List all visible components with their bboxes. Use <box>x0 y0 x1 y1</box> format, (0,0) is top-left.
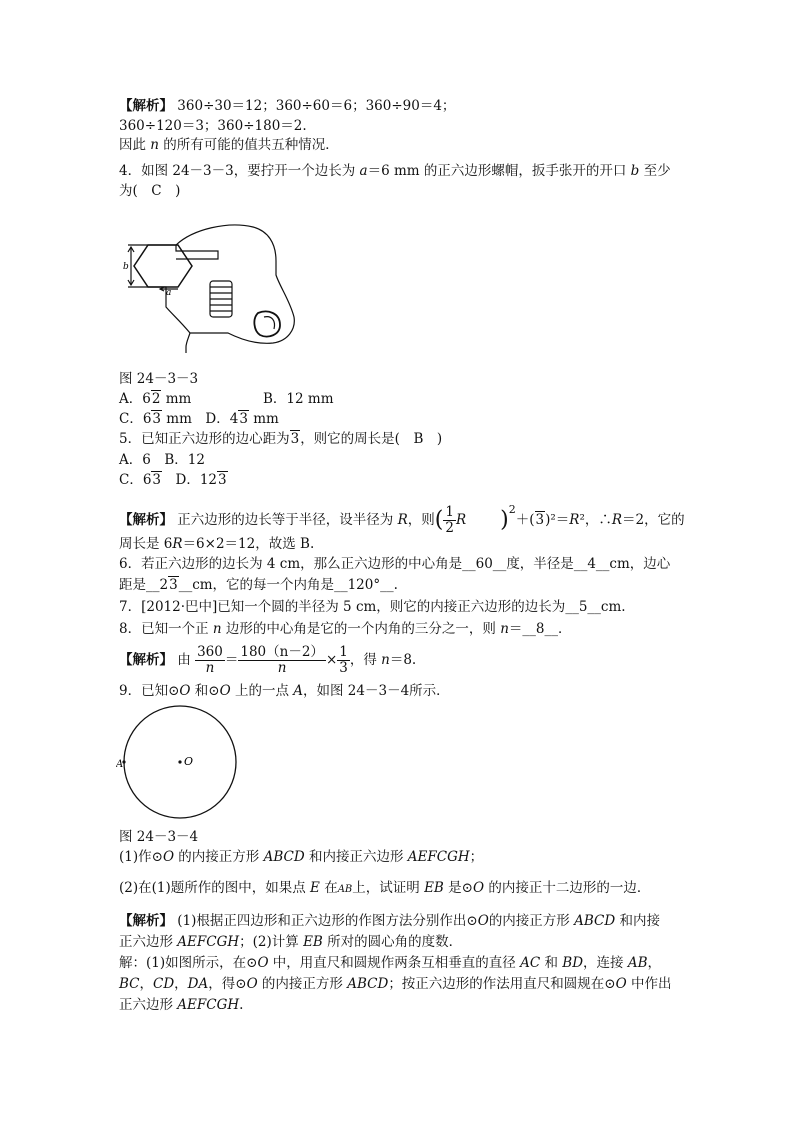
var-n: n <box>500 621 509 637</box>
q4-options-cd <box>119 410 279 428</box>
q9-a2-c: 所对的圆心角的度数． <box>322 934 463 950</box>
answer-blank: __4__ <box>573 556 610 572</box>
q9-s1-b: 中，用直尺和圆规作两条互相垂直的直径 <box>268 955 521 971</box>
exponent: 2 <box>508 502 516 516</box>
frac-num: 1 <box>339 644 348 660</box>
frac-den: n <box>205 660 215 676</box>
var-ABCD: ABCD <box>347 976 389 992</box>
q8-analysis-end: ＝8. <box>389 652 417 668</box>
fraction-360-n <box>195 645 225 676</box>
q5-analysis-end: ＝2，它的 <box>622 512 685 528</box>
q9-solution-line-2 <box>119 975 672 993</box>
q9-s1-comma: ， <box>647 955 662 971</box>
q9-s2-a: ，得⊙ <box>208 976 247 992</box>
q7-text-b: cm. <box>600 599 626 615</box>
plus: ＋( <box>515 512 535 528</box>
comma: ， <box>174 976 188 992</box>
q9-s2-d: 中作出 <box>626 976 672 992</box>
answer-blank-end: __ <box>178 577 193 593</box>
q9-a1-b: 的内接正方形 <box>488 913 575 929</box>
q4-text-a: 4．如图 24－3－3，要拧开一个边长为 <box>119 163 360 179</box>
q4-answer-line: 为( C ) <box>119 183 181 199</box>
eq: ＝ <box>508 621 523 637</box>
question-4-line-1 <box>119 162 671 180</box>
radical: 3 <box>169 577 178 593</box>
var-R: R <box>172 536 183 552</box>
analysis-tag: 【解析】 <box>119 652 173 668</box>
q9-text-c: 上的一点 <box>230 683 294 699</box>
q9-s1-c: ，连接 <box>583 955 628 971</box>
q5-analysis-text: 正六边形的边长等于半径，设半径为 <box>173 512 398 528</box>
q9-p1-a: (1)作⊙ <box>119 849 163 865</box>
var-AB: AB <box>627 955 648 971</box>
q3-analysis-line-3 <box>119 136 339 154</box>
therefore: ，∴ <box>584 512 612 528</box>
q4-options-ab <box>119 390 334 408</box>
analysis-tag: 【解析】 <box>119 98 173 114</box>
var-E: E <box>310 880 320 896</box>
q3-analysis-line-1 <box>119 97 455 115</box>
radical: 2 <box>151 391 161 407</box>
label-A: A <box>116 759 124 770</box>
q9-p1-c: 和内接正六边形 <box>304 849 408 865</box>
q6-text-a: 6．若正六边形的边长为 4 cm，那么正六边形的中心角是 <box>119 556 463 572</box>
q9-p2-b: 在 <box>319 880 338 896</box>
var-BD: BD <box>562 955 584 971</box>
var-O: O <box>219 683 231 699</box>
var-O: O <box>179 683 191 699</box>
var-R: R <box>611 512 623 528</box>
q9-text-b: 和⊙ <box>190 683 220 699</box>
var-O: O <box>246 976 258 992</box>
frac-den: 3 <box>339 660 348 676</box>
answer-blank: __8__ <box>522 621 558 637</box>
q4-text-c: 至少 <box>639 163 671 179</box>
var-AC: AC <box>520 955 541 971</box>
label-b: b <box>123 262 129 272</box>
q9-p2-c: 上，试证明 <box>352 880 425 896</box>
q5-options-ab: A．6 B．12 <box>119 452 205 468</box>
comma: ， <box>139 976 154 992</box>
opt-c: C．6 <box>119 472 152 488</box>
opt-d-unit: mm <box>248 411 279 427</box>
var-b: b <box>630 163 640 179</box>
q9-analysis-line-2 <box>119 933 462 951</box>
q9-text-a: 9．已知⊙ <box>119 683 180 699</box>
question-5 <box>119 430 442 448</box>
question-7 <box>119 598 626 616</box>
q9-solution-line-3 <box>119 996 243 1014</box>
q8-text-c: ． <box>557 621 572 637</box>
question-9 <box>119 682 450 700</box>
eq: )²＝ <box>545 512 570 528</box>
q9-s2-c: ；按正六边形的作法用直尺和圆规在⊙ <box>388 976 616 992</box>
q5-l3-b: ＝6×2＝12，故选 B. <box>182 536 315 552</box>
question-6-line-1 <box>119 555 670 573</box>
var-n: n <box>381 652 390 668</box>
wrench-figure <box>118 221 298 353</box>
var-O: O <box>477 913 489 929</box>
q8-analysis <box>119 645 416 676</box>
q5-analysis-line-2 <box>119 535 314 553</box>
var-n: n <box>212 621 222 637</box>
radical: 3 <box>152 472 162 488</box>
q6-text-b: 度，半径是 <box>506 556 574 572</box>
q5-analysis-line-1 <box>119 502 685 536</box>
q9-a2-a: 正六边形 <box>119 934 178 950</box>
figure-caption-24-3-3: 图 24－3－3 <box>119 371 199 387</box>
q8-analysis-pre: 由 <box>173 652 191 668</box>
q6-text-e: cm，它的每一个内角是 <box>192 577 335 593</box>
q5-options-cd <box>119 471 228 489</box>
q7-text-a: 7．[2012·巴中]已知一个圆的半径为 5 cm，则它的内接正六边形的边长为 <box>119 599 566 615</box>
analysis-tag: 【解析】 <box>119 512 173 528</box>
radical: 3 <box>152 411 162 427</box>
var-DA: DA <box>187 976 209 992</box>
var-AEFCGH: AEFCGH <box>177 997 240 1013</box>
q9-analysis-line-1 <box>119 912 660 930</box>
q9-a1-c: 和内接 <box>615 913 660 929</box>
var-R: R <box>397 512 408 528</box>
q5-l3-a: 周长是 6 <box>119 536 173 552</box>
var-O: O <box>472 880 485 896</box>
q9-a2-b: ；(2)计算 <box>239 934 304 950</box>
q5-text-a: 5．已知正六边形的边心距为 <box>119 431 290 447</box>
q3-text-b: 的所有可能的值共五种情况． <box>159 137 339 153</box>
var-O: O <box>257 955 269 971</box>
right-paren: ) <box>500 507 509 533</box>
var-O: O <box>162 849 175 865</box>
q3-analysis-text-2: 360÷120＝3；360÷180＝2. <box>119 118 307 134</box>
q6-text-d: 距是 <box>119 577 146 593</box>
var-ABCD: ABCD <box>574 913 616 929</box>
q4-text-b: ＝6 mm 的正六边形螺帽，扳手张开的开口 <box>367 163 631 179</box>
q9-solution-line-1 <box>119 954 661 972</box>
q9-s2-b: 的内接正方形 <box>257 976 348 992</box>
var-n: n <box>150 137 159 153</box>
q9-a1-a: (1)根据正四边形和正六边形的作图方法分别作出⊙ <box>173 913 478 929</box>
var-R: R <box>569 512 580 528</box>
var-R: R <box>455 512 467 528</box>
q5-text-b: ，则它的周长是( B ) <box>300 431 443 447</box>
q9-p2-d: 是⊙ <box>443 880 473 896</box>
q9-text-d: ，如图 24－3－4所示． <box>303 683 450 699</box>
label-O: O <box>184 755 194 768</box>
q9-p1-b: 的内接正方形 <box>174 849 264 865</box>
radical: 3 <box>535 512 545 528</box>
arc-AB: AB <box>337 884 353 895</box>
opt-d: mm D．4 <box>162 411 239 427</box>
fraction-third <box>337 645 350 676</box>
figure-caption-24-3-4: 图 24－3－4 <box>119 829 199 845</box>
q9-p2-a: (2)在(1)题所作的图中，如果点 <box>119 880 311 896</box>
var-O: O <box>615 976 627 992</box>
q6-text-f: . <box>393 577 398 593</box>
q9-part-1 <box>119 848 483 866</box>
radical: 3 <box>239 411 248 427</box>
q9-s1-and: 和 <box>540 955 563 971</box>
var-BC: BC <box>119 976 140 992</box>
question-4-line-2 <box>119 182 180 200</box>
radical: 3 <box>290 431 300 447</box>
square: ² <box>579 512 585 528</box>
opt-a: A．6 <box>119 391 151 407</box>
var-CD: CD <box>153 976 175 992</box>
center-O <box>178 760 181 763</box>
q8-text-b: 边形的中心角是它的一个内角的三分之一，则 <box>221 621 501 637</box>
var-AEFCGH: AEFCGH <box>407 849 470 865</box>
left-paren: ( <box>434 507 444 533</box>
q9-part-2 <box>119 879 650 899</box>
times: × <box>325 652 338 668</box>
opt-a-unit: mm <box>161 391 192 407</box>
answer-blank: __2 <box>146 577 169 593</box>
frac-den: 2 <box>445 520 454 536</box>
frac-num: 360 <box>197 644 223 660</box>
question-6-line-2 <box>119 576 398 594</box>
answer-blank: __60__ <box>462 556 507 572</box>
eq: ＝ <box>224 652 239 668</box>
var-AEFCGH: AEFCGH <box>177 934 240 950</box>
question-8 <box>119 620 571 638</box>
var-ABCD: ABCD <box>263 849 305 865</box>
q8-analysis-post: ，得 <box>349 652 382 668</box>
answer-blank: __5__ <box>565 599 601 615</box>
q8-text-a: 8．已知一个正 <box>119 621 213 637</box>
radical: 3 <box>218 472 227 488</box>
q3-analysis-text: 360÷30＝12；360÷60＝6；360÷90＝4； <box>177 98 456 114</box>
frac-den: n <box>277 660 287 676</box>
opt-c: C．6 <box>119 411 152 427</box>
var-EB: EB <box>424 880 444 896</box>
q3-text-a: 因此 <box>119 137 151 153</box>
opt-d: D．12 <box>162 472 218 488</box>
q6-text-c: cm，边心 <box>609 556 671 572</box>
circle-figure <box>116 704 242 822</box>
fraction-180 <box>238 645 326 676</box>
q3-analysis-line-2 <box>119 117 307 135</box>
frac-num: 180（n－2） <box>240 644 324 660</box>
fraction-half <box>443 505 456 536</box>
q9-s1-a: 解：(1)如图所示，在⊙ <box>119 955 258 971</box>
q9-s3-a: 正六边形 <box>119 997 178 1013</box>
q9-s3-b: . <box>239 997 244 1013</box>
frac-num: 1 <box>445 504 454 520</box>
var-A: A <box>293 683 304 699</box>
q9-p1-d: ； <box>469 849 484 865</box>
analysis-tag: 【解析】 <box>119 913 173 929</box>
opt-b: B．12 mm <box>263 391 334 407</box>
q5-analysis-text-b: ，则 <box>407 512 435 528</box>
var-EB: EB <box>303 934 323 950</box>
label-a: a <box>166 288 172 298</box>
q9-p2-e: 的内接正十二边形的一边． <box>484 880 651 896</box>
answer-blank: __120°__ <box>334 577 394 593</box>
var-a: a <box>359 163 368 179</box>
